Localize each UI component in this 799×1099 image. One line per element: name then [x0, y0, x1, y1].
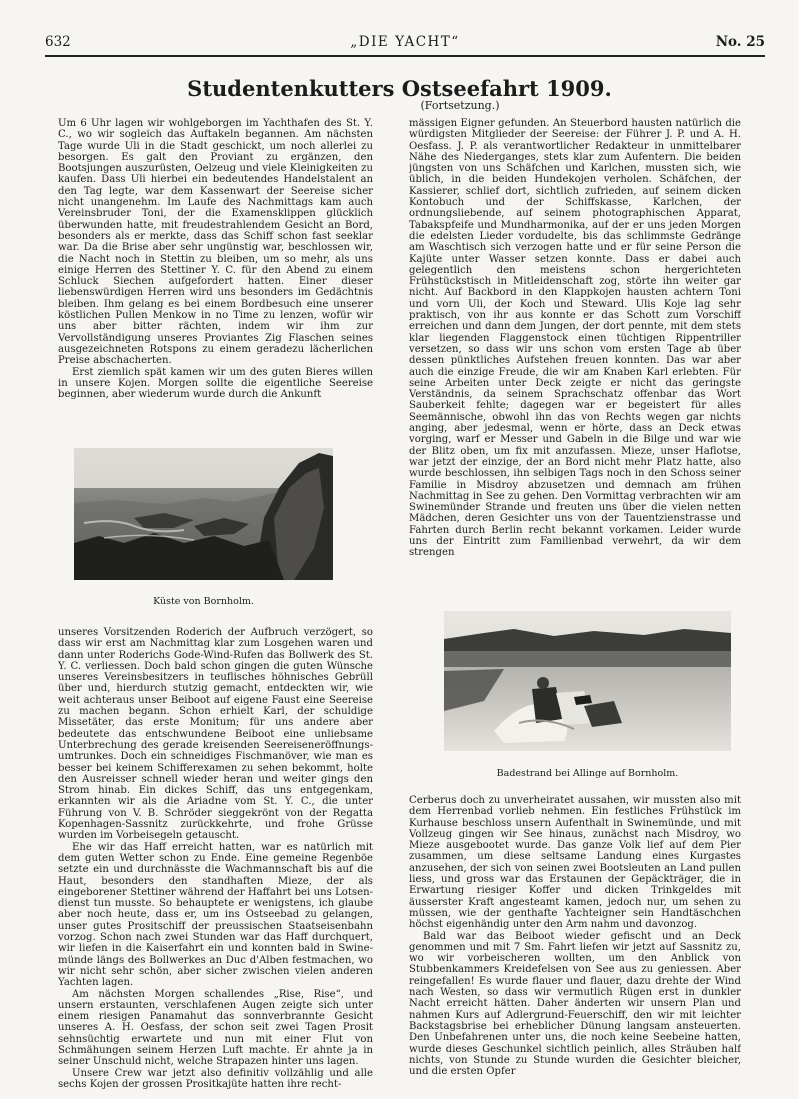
journal-title: „DIE YACHT“: [350, 34, 460, 50]
paragraph: Erst ziemlich spät kamen wir um des guten Bieres willen in unsere Kojen. Morgen sollte die eigentliche Seereise beginnen, aber wiederum wurde durch die Ankunft: [58, 366, 373, 401]
left-column-top: [58, 118, 373, 406]
paragraph: mässigen Eigner gefunden. An Steuerbord hausten natürlich die würdigsten Mitglieder der Seereise: der Führer J. P. und A. H. Oesfass. J. P. als verantwortlicher Redakteur in unmittelbarer Nähe des Niederganges, stets klar zum Aufentern. Die beiden jüngsten von uns Schäfchen und Karlchen, mussten sich, wie üblich, in die beiden Hundekojen verholen. Schäfchen, der Kassierer, schlief dort, sichtlich zufrieden, auf seinem dicken Kontobuch und der Schiffskasse, Karlchen, der ordnungsliebende, auf seinem photographischen Apparat, Tabakspfeife und Mundharmonika, auf der er uns jeden Morgen die edelsten Lieder vordudelte, bis das schlimmste Gedränge am Waschtisch sich verzogen hatte und er für seine Person die Kajüte unter Wasser setzen konnte. Dass er dabei auch gelegentlich den meistens schon hergerichteten Frühstückstisch in Mitleidenschaft zog, störte ihn weiter gar nicht. Auf Backbord in den Klappkojen hausten achtern Toni und vorn Uli, der Koch und Steward. Ulis Koje lag sehr praktisch, von ihr aus konnte er das Schott zum Vorschiff erreichen und dann dem Jungen, der dort pennte, mit dem stets klar liegenden Flaggenstock einen tüchtigen Rippentriller versetzen, so dass wir uns schon vom ersten Tage ab über dessen pünktliches Aufstehen freuen konnten. Das war aber auch die einzige Freude, die wir am Knaben Karl erlebten. Für seine Arbeiten unter Deck zeigte er nicht das geringste Verständnis, da seinem Sprachschatz offenbar das Wort Sauberkeit fehlte; dagegen war er begeistert für alles Seemännische, obwohl ihn das von Rechts wegen gar nichts anging, aber jedesmal, wenn er hörte, dass an Deck etwas vorging, warf er Messer und Gabeln in die Bilge und war wie der Blitz oben, um fix mit anzufassen. Mieze, unser Haflotse, war jetzt der einzige, der an Bord nicht mehr Platz hatte, also wurde beschlossen, ihn selbigen Tags noch in den Schoss seiner Familie in Misdroy abzusetzen und demnach am frühen Nachmittag in See zu gehen. Den Vormittag verbrachten wir am Swinemünder Strande und freuten uns über die vielen netten Mädchen, deren Gesichter uns von der Tauentzienstrasse und Fahrten durch Berlin recht bekannt vorkamen. Leider wurde uns der Eintritt zum Familienbad verwehrt, da wir dem strengen: [409, 118, 741, 559]
right-column-top: [409, 118, 741, 582]
figure-caption: Küste von Bornholm.: [153, 596, 254, 607]
figure-caption: Badestrand bei Allinge auf Bornholm.: [496, 768, 679, 779]
paragraph: Um 6 Uhr lagen wir wohlgeborgen im Yachthafen des St. Y. C., wo wir sogleich das Auftakeln begannen. Am nächsten Tage wurde Uli in die Stadt geschickt, um noch allerlei zu besorgen. Es galt den Proviant zu ergänzen, den Bootsjungen auszurüsten, Oelzeug und viele Kleinigkeiten zu kaufen. Dass Uli hierbei ein bedeutendes Handelstalent an den Tag legte, war dem Kassenwart der Seereise sicher nicht unangenehm. Im Laufe des Nachmittags kam auch Vereinsbruder Toni, der die Examensklippen glücklich überwunden hatte, mit freudestrahlendem Gesicht an Bord, besonders als er merkte, dass das Schiff schon fast seeklar war. Da die Brise aber sehr ungünstig war, beschlossen wir, die Nacht noch in Stettin zu bleiben, um so mehr, als uns einige Herren des Stettiner Y. C. für den Abend zu einem Schluck Siechen aufgefordert hatten. Einer dieser liebenswürdigen Herren wird uns besonders im Gedächtnis bleiben. Ihm gelang es bei einem Bordbesuch eine unserer köstlichen Pullen Menkow in no Time zu lenzen, wofür wir uns aber bitter rächten, indem wir ihm zur Vervollständigung unseres Proviantes Zig Flaschen seines ausgezeichneten Rotspons zu einem geradezu lächerlichen Preise abschacherten.: [58, 118, 373, 367]
issue-number: No. 25: [715, 34, 765, 50]
page-number: 632: [45, 34, 71, 50]
header-rule: [45, 55, 765, 57]
paragraph: Ehe wir das Haff erreicht hatten, war es natürlich mit dem guten Wetter schon zu Ende. Eine gemeine Regenböe setzte ein und durchnässte die Wachmannschaft bis auf die Haut, besonders den standhaften Mieze, der als eingeborener Stettiner während der Haffahrt bei uns Lotsendienst tun musste. So behauptete er wenigstens, ich glaube aber noch heute, dass er, um ins Ostseebad zu gelangen, unser gutes Prositschiff der preussischen Staatseisenbahn vorzog. Schon nach zwei Stunden war das Haff durchquert, wir liefen in die Kaiserfahrt ein und konnten bald in Swinemünde längs des Bollwerkes an Duc d'Alben festmachen, wo wir nicht sehr schön, aber sicher zwischen vielen anderen Yachten lagen.: [58, 841, 373, 989]
article-subtitle: (Fortsetzung.): [420, 99, 500, 112]
right-column-bottom: [409, 795, 741, 1090]
article-title: Studentenkutters Ostseefahrt 1909.: [187, 76, 612, 101]
photo-bornholm-coast: [74, 448, 333, 580]
photo-allinge-beach: [444, 611, 731, 751]
paragraph: Bald war das Beiboot wieder gefischt und an Deck genommen und mit 7 Sm. Fahrt liefen wir jetzt auf Sassnitz zu, wo wir vorbeischeren wollten, um den Anblick von Stubbenkammers Kreidefelsen von See aus zu geniessen. Aber reingefallen! Es wurde flauer und flauer, dazu drehte der Wind nach Westen, so dass wir vermutlich Rügen erst in dunkler Nacht erreicht hätten. Daher änderten wir unsern Plan und nahmen Kurs auf Adlergrund-Feuerschiff, den wir mit leichter Backstagsbrise bei erheblicher Dünung langsam ansteuerten. Den Unbefahrenen unter uns, die noch keine Seebeine hatten, wurde dieses Geschunkel sichtlich peinlich, alles Sträuben half nichts, von Stunde zu Stunde wurden die Gesichter bleicher, und die ersten Opfer: [409, 930, 741, 1078]
paragraph: unseres Vorsitzenden Roderich der Aufbruch verzögert, so dass wir erst am Nachmittag klar zum Losgehen waren und dann unter Roderichs Gode-Wind-Rufen das Bollwerk des St. Y. C. verliessen. Doch bald schon gingen die guten Wünsche unseres Vereinsbesitzers in teuflisches höhnisches Gebrüll über und, hierdurch stutzig gemacht, entdeckten wir, wie weit achteraus unser Beiboot auf eigene Faust eine Seereise zu machen begann. Schon erhielt Karl, der schuldige Missetäter, das erste Monitum; für uns andere aber bedeutete das entschwundene Beiboot eine unliebsame Unterbrechung des gerade kreisenden Seereiseneröffnungsumtrunkes. Doch ein schneidiges Fischmanöver, wie man es besser bei keinem Schifferexamen zu sehen bekommt, holte den Ausreisser schnell wieder heran und weiter gings den Strom hinab. Ein dickes Schiff, das uns entgegenkam, erkannten wir als die Ariadne vom St. Y. C., die unter Führung von V. B. Schröder sieggekrönt von der Regatta Kopenhagen-Sassnitz zurückkehrte, und frohe Grüsse wurden im Vorbeisegeln getauscht.: [58, 627, 373, 842]
left-column-bottom: [58, 627, 373, 1089]
paragraph: Cerberus doch zu unverheiratet aussahen, wir mussten also mit dem Herrenbad vorlieb nehmen. Ein festliches Frühstück im Kurhause beschloss unsern Aufenthalt in Swinemünde, und mit Vollzeug gingen wir See hinaus, zunächst nach Misdroy, wo Mieze ausgebootet wurde. Das ganze Volk lief auf dem Pier zusammen, um diese seltsame Landung eines Kurgastes anzusehen, der sich von seinen zwei Bootsleuten an Land pullen liess, und gross war das Erstaunen der Gepäckträger, die in Erwartung riesiger Koffer und dicken Trinkgeldes mit äusserster Kraft angesteamt kamen, jedoch nur, um sehen zu müssen, wie der genthafte Yachteigner sein Handtäschchen höchst eigenhändig unter den Arm nahm und davonzog.: [409, 795, 741, 931]
running-header: [45, 34, 765, 52]
paragraph: Am nächsten Morgen schallendes „Rise, Rise“, und unsern erstaunten, verschlafenen Augen zeigte sich unter einem riesigen Panamahut das sonnverbrannte Gesicht unseres A. H. Oesfass, der schon seit zwei Tagen Prosit sehnsüchtig erwartete und nun mit einer Flut von Schmähungen seinem Herzen Luft machte. Er ahnte ja in seiner Unschuld nicht, welche Strapazen hinter uns lagen.: [58, 988, 373, 1068]
paragraph: Unsere Crew war jetzt also definitiv vollzählig und alle sechs Kojen der grossen Prositkajüte hatten ihre recht-: [58, 1067, 373, 1089]
